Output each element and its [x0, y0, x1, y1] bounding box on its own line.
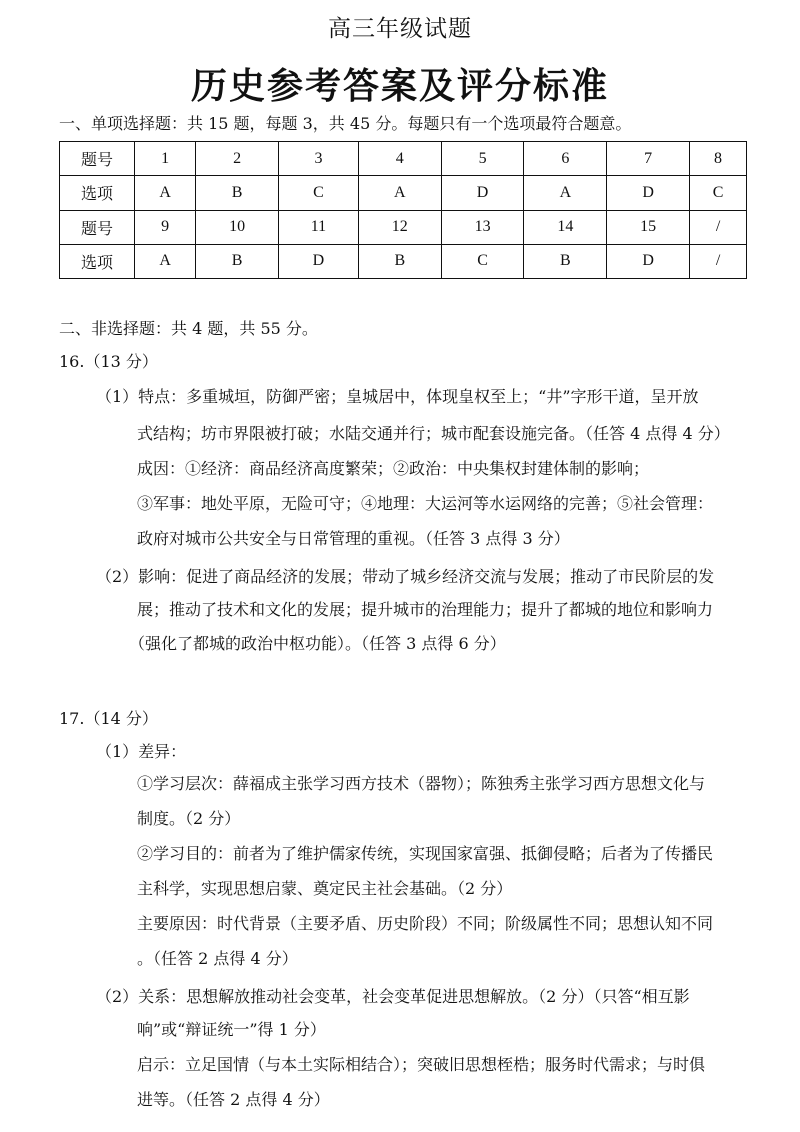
table-row	[60, 210, 747, 244]
q17-line: 响”或“辩证统一”得 1 分）	[137, 1020, 326, 1039]
q16-line: （1）特点：多重城垣，防御严密；皇城居中，体现皇权至上；“井”字形干道，呈开放	[96, 387, 699, 406]
table-cell: 14	[524, 210, 607, 244]
table-cell: 6	[524, 142, 607, 176]
table-cell: D	[607, 244, 690, 278]
table-cell: A	[135, 244, 196, 278]
q16-line: 展；推动了技术和文化的发展；提升城市的治理能力；提升了都城的地位和影响力	[137, 600, 714, 619]
table-cell: 题号	[60, 210, 135, 244]
q16-line: ③军事：地处平原，无险可守；④地理：大运河等水运网络的完善；⑤社会管理：	[137, 494, 714, 513]
table-cell: 15	[607, 210, 690, 244]
q16-line: 政府对城市公共安全与日常管理的重视。（任答 3 点得 3 分）	[137, 529, 570, 548]
q17-line: 启示：立足国情（与本土实际相结合）；突破旧思想桎梏；服务时代需求；与时俱	[137, 1055, 706, 1074]
table-cell: A	[135, 176, 196, 210]
q16-line: （强化了都城的政治中枢功能）。（任答 3 点得 6 分）	[129, 634, 506, 653]
table-cell: C	[441, 244, 524, 278]
table-cell: 题号	[60, 142, 135, 176]
q17-line: 主科学，实现思想启蒙、奠定民主社会基础。（2 分）	[137, 879, 513, 898]
table-cell: 3	[278, 142, 358, 176]
table-cell: 9	[135, 210, 196, 244]
table-cell: 选项	[60, 176, 135, 210]
table-cell: D	[607, 176, 690, 210]
table-cell: 2	[196, 142, 279, 176]
q17-heading: 17.（14 分）	[59, 709, 158, 728]
table-cell: /	[690, 244, 747, 278]
table-cell: B	[358, 244, 441, 278]
q17-line: （1）差异：	[96, 742, 187, 761]
q17-line: 进等。（任答 2 点得 4 分）	[137, 1090, 330, 1109]
table-row	[60, 176, 747, 210]
table-cell: D	[441, 176, 524, 210]
table-cell: C	[690, 176, 747, 210]
q16-line: 式结构；坊市界限被打破；水陆交通并行；城市配套设施完备。（任答 4 点得 4 分）	[137, 424, 730, 443]
table-cell: 11	[278, 210, 358, 244]
q16-line: 成因：①经济：商品经济高度繁荣；②政治：中央集权封建体制的影响；	[137, 459, 650, 478]
q17-line: ①学习层次：薛福成主张学习西方技术（器物）；陈独秀主张学习西方思想文化与	[137, 774, 706, 793]
table-cell: 7	[607, 142, 690, 176]
table-cell: A	[358, 176, 441, 210]
table-cell: 8	[690, 142, 747, 176]
q17-line: 。（任答 2 点得 4 分）	[137, 949, 298, 968]
table-cell: 选项	[60, 244, 135, 278]
table-cell: 13	[441, 210, 524, 244]
table-cell: B	[524, 244, 607, 278]
q17-line: ②学习目的：前者为了维护儒家传统，实现国家富强、抵御侵略；后者为了传播民	[137, 844, 714, 863]
q17-line: （2）关系：思想解放推动社会变革，社会变革促进思想解放。（2 分）（只答“相互影	[96, 987, 690, 1006]
table-cell: 1	[135, 142, 196, 176]
table-cell: C	[278, 176, 358, 210]
table-cell: 10	[196, 210, 279, 244]
table-cell: B	[196, 176, 279, 210]
q17-line: 制度。（2 分）	[137, 809, 241, 828]
section2-intro: 二、非选择题：共 4 题，共 55 分。	[59, 319, 318, 338]
table-cell: 5	[441, 142, 524, 176]
table-cell: 12	[358, 210, 441, 244]
table-row	[60, 142, 747, 176]
table-cell: D	[278, 244, 358, 278]
table-cell: B	[196, 244, 279, 278]
table-cell: 4	[358, 142, 441, 176]
table-cell: A	[524, 176, 607, 210]
section1-intro: 一、单项选择题：共 15 题，每题 3，共 45 分。每题只有一个选项最符合题意。	[59, 114, 632, 133]
q16-heading: 16.（13 分）	[59, 352, 158, 371]
q17-line: 主要原因：时代背景（主要矛盾、历史阶段）不同；阶级属性不同；思想认知不同	[137, 914, 714, 933]
q16-line: （2）影响：促进了商品经济的发展；带动了城乡经济交流与发展；推动了市民阶层的发	[96, 567, 715, 586]
table-cell: /	[690, 210, 747, 244]
exam-title: 高三年级试题	[328, 16, 472, 42]
answer-table	[59, 141, 747, 279]
table-row	[60, 244, 747, 278]
document-title: 历史参考答案及评分标准	[190, 65, 609, 107]
